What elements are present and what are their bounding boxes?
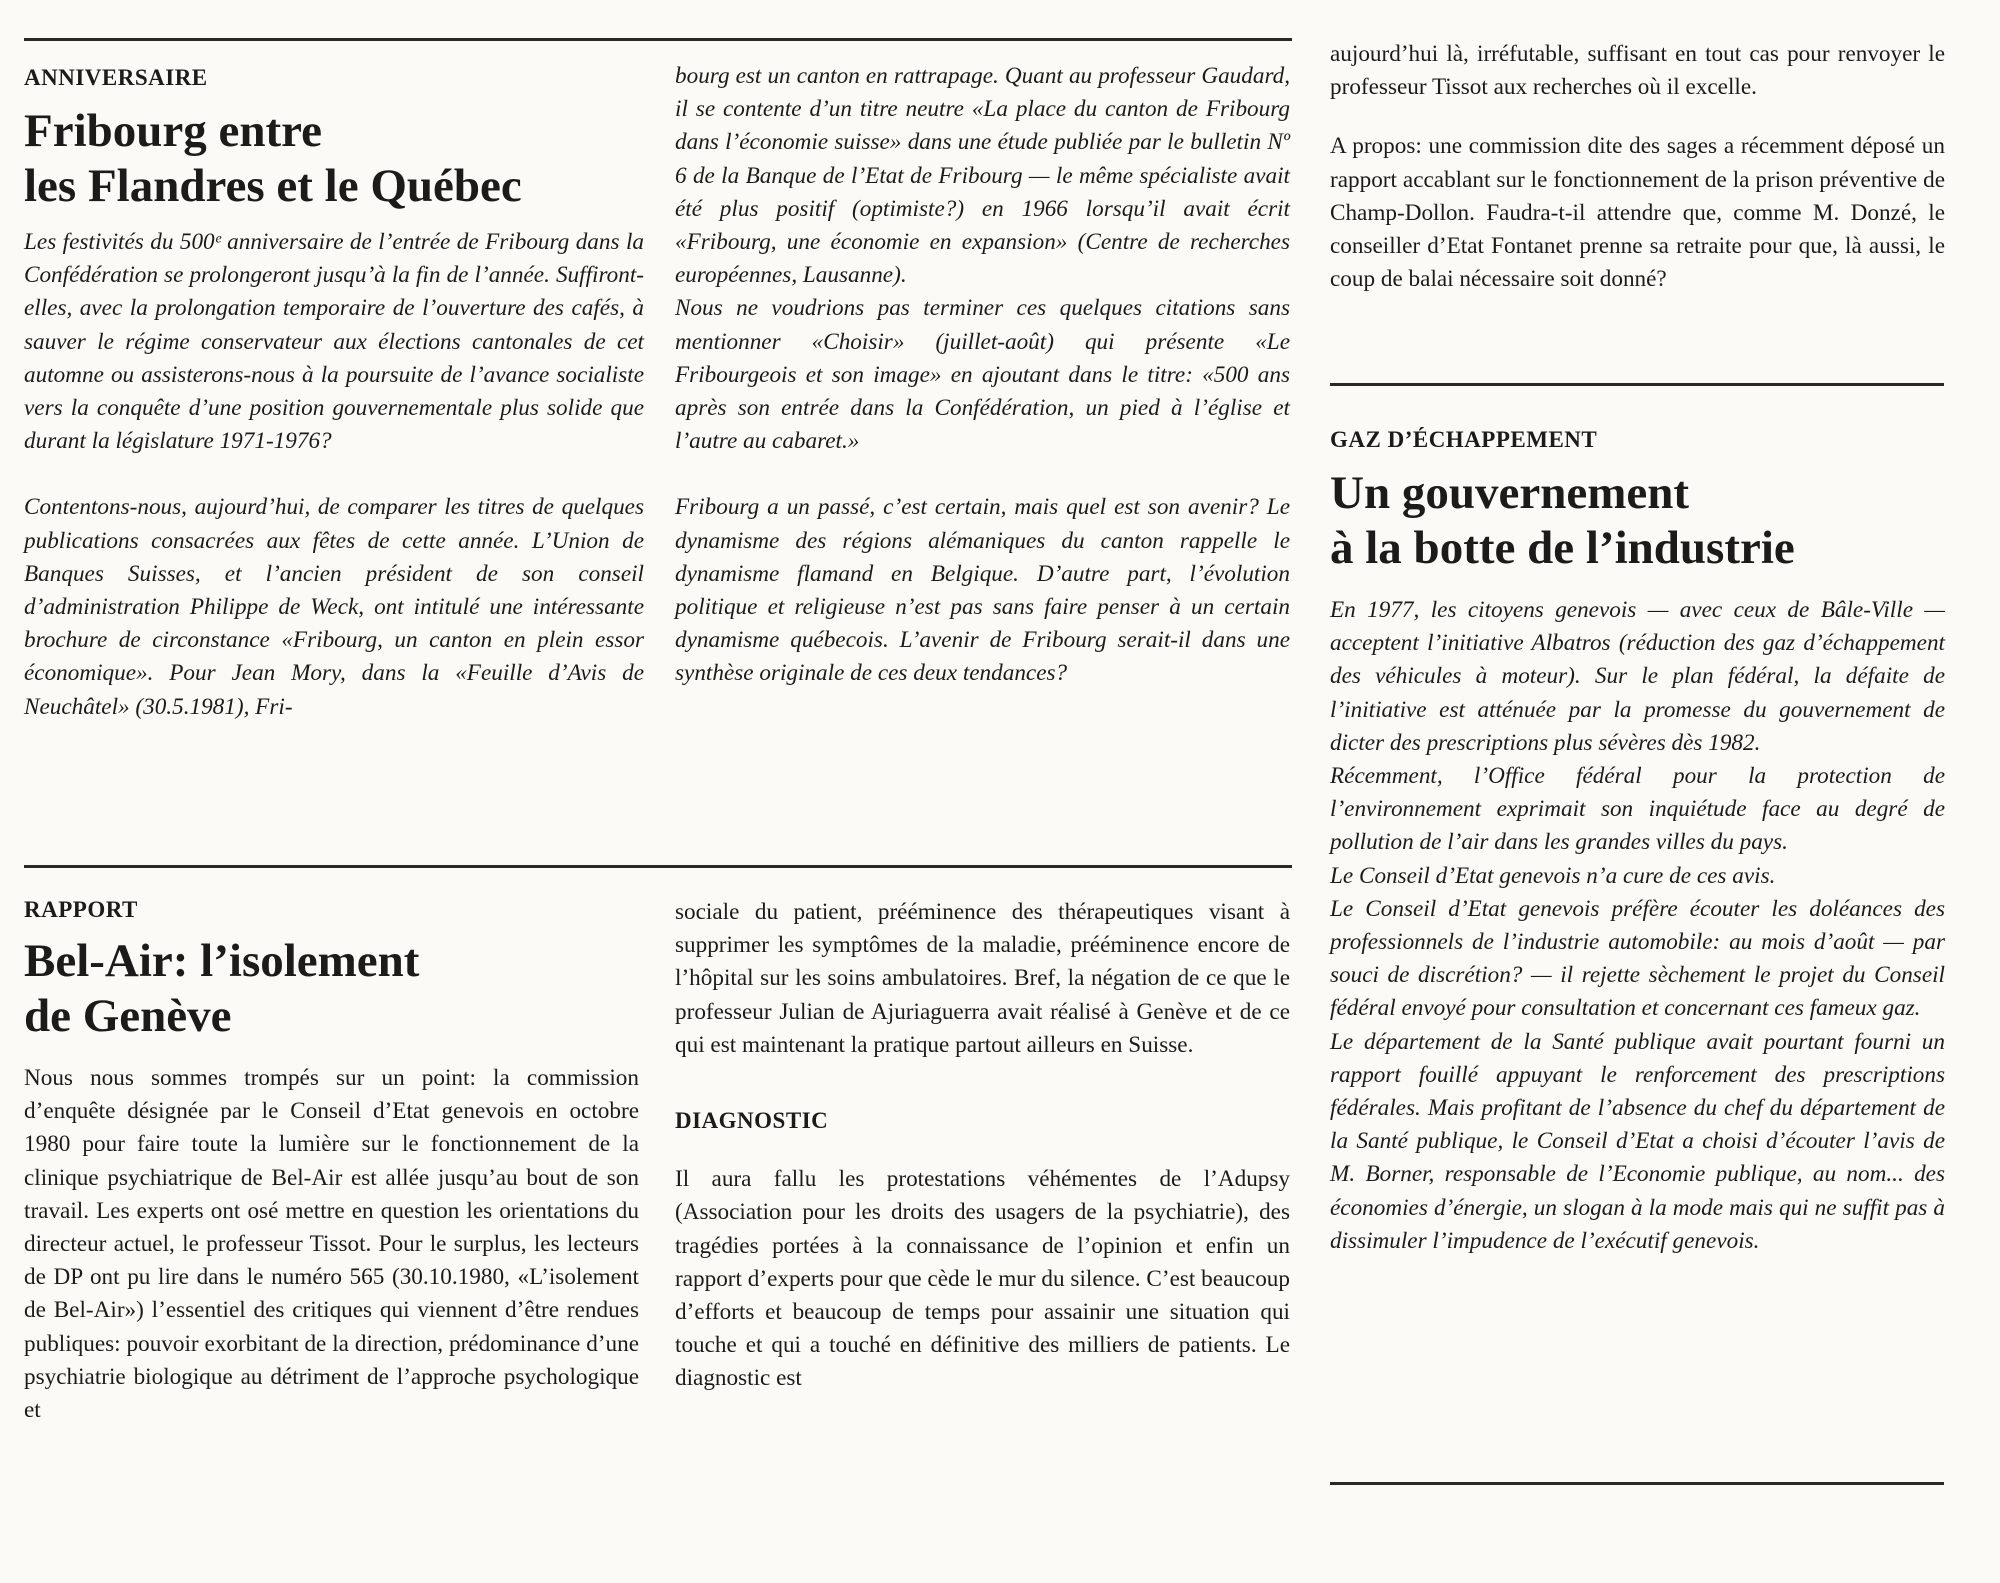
belair-column-1: [24, 1062, 639, 1427]
headline-gaz: [1330, 466, 1970, 576]
kicker-gaz: GAZ D’ÉCHAPPEMENT: [1330, 427, 1598, 452]
paragraph: En 1977, les citoyens genevois — avec ceux de Bâle-Ville — acceptent l’initiative Albatros (réduction des gaz d’échappement des véhicules à moteur). Sur le plan fédéral, la défaite de l’initiative est atténuée par la promesse du gouvernement de dicter des prescriptions plus sévères dès 1982.: [1330, 597, 1945, 756]
paragraph-gap: [24, 458, 644, 491]
headline-line-1: Fribourg entre: [24, 105, 323, 157]
fribourg-column-1: [24, 226, 644, 724]
headline-belair: [24, 934, 664, 1044]
paragraph: Le Conseil d’Etat genevois n’a cure de ces avis.: [1330, 862, 1776, 889]
headline-line-2: les Flandres et le Québec: [24, 160, 522, 212]
fribourg-column-2: [675, 60, 1290, 691]
paragraph: Il aura fallu les protestations véhémentes de l’Adupsy (Association pour les droits des usagers de la psychiatrie), des tragédies portées à la connaissance de l’opinion et enfin un rapport d’experts pour que cède le mur du silence. C’est beaucoup d’efforts et beaucoup de temps pour assainir une situation qui touche et qui a touché en définitive des milliers de patients. Le diagnostic est: [675, 1166, 1290, 1392]
headline-line-2: de Genève: [24, 990, 232, 1042]
paragraph: A propos: une commission dite des sages a récemment déposé un rapport accablant sur le fonctionnement de la prison préventive de Champ-Dollon. Faudra-t-il attendre que, comme M. Donzé, le conseiller d’Etat Fontanet prenne sa retraite pour que, là aussi, le coup de balai nécessaire soit donné?: [1330, 133, 1945, 293]
rule-right-after-belair: [1330, 383, 1944, 386]
paragraph: Les festivités du 500ᵉ anniversaire de l’entrée de Fribourg dans la Confédération se prolongeront jusqu’à la fin de l’année. Suffiront-elles, avec la prolongation temporaire de l’ouverture des cafés, à sauver le régime conservateur aux élections cantonales de cet automne ou assisterons-nous à la poursuite de l’avance socialiste vers la conquête d’une position gouvernementale plus solide que durant la législature 1971-1976?: [24, 229, 644, 455]
paragraph: bourg est un canton en rattrapage. Quant au professeur Gaudard, il se contente d’un titre neutre «La place du canton de Fribourg dans l’économie suisse» dans une étude publiée par le bulletin Nº 6 de la Banque de l’Etat de Fribourg — le même spécialiste avait été plus positif (optimiste?) en 1966 lorsqu’il avait écrit «Fribourg, une économie en expansion» (Centre de recherches européennes, Lausanne).: [675, 63, 1290, 289]
paragraph-gap: [675, 458, 1290, 491]
headline-line-1: Un gouvernement: [1330, 467, 1689, 519]
paragraph: Contentons-nous, aujourd’hui, de comparer les titres de quelques publications consacrées aux fêtes de cette année. L’Union de Banques Suisses, et l’ancien président de son conseil d’administration Philippe de Weck, ont intitulé une intéressante brochure de circonstance «Fribourg, un canton en plein essor économique». Pour Jean Mory, dans la «Feuille d’Avis de Neuchâtel» (30.5.1981), Fri-: [24, 494, 644, 720]
subhead-diagnostic: DIAGNOSTIC: [675, 1108, 829, 1134]
paragraph: Récemment, l’Office fédéral pour la protection de l’environnement exprimait son inquiétude face au degré de pollution de l’air dans les grandes villes du pays.: [1330, 763, 1945, 856]
belair-column-3: [1330, 38, 1945, 296]
kicker-anniversaire: ANNIVERSAIRE: [24, 65, 208, 90]
gaz-column: [1330, 594, 1945, 1258]
paragraph-gap: [1330, 104, 1945, 130]
belair-column-2: [675, 896, 1290, 1396]
paragraph: Le département de la Santé publique avait pourtant fourni un rapport fouillé appuyant le renforcement des prescriptions fédérales. Mais profitant de l’absence du chef du département de la Santé publique, le Conseil d’Etat a choisi d’écouter l’avis de M. Borner, responsable de l’Economie publique, au nom... des économies d’énergie, un slogan à la mode mais qui ne suffit pas à dissimuler l’impudence de l’exécutif genevois.: [1330, 1028, 1945, 1254]
headline-line-1: Bel-Air: l’isolement: [24, 935, 420, 987]
paragraph: Le Conseil d’Etat genevois préfère écouter les doléances des professionnels de l’industrie automobile: au mois d’août — par souci de discrétion? — il rejette sèchement le projet du Conseil fédéral envoyé pour consultation et concernant ces fameux gaz.: [1330, 895, 1945, 1022]
top-rule-left: [24, 38, 1292, 41]
paragraph: Nous nous sommes trompés sur un point: la commission d’enquête désignée par le Conseil d’Etat genevois en octobre 1980 pour faire toute la lumière sur le fonctionnement de la clinique psychiatrique de Bel-Air est allée jusqu’au bout de son travail. Les experts ont osé mettre en question les orientations du directeur actuel, le professeur Tissot. Pour le surplus, les lecteurs de DP ont pu lire dans le numéro 565 (30.10.1980, «L’isolement de Bel-Air») l’essentiel des critiques qui viennent d’être rendues publiques: pouvoir exorbitant de la direction, prédominance d’une psychiatrie biologique au détriment de l’approche psychologique et: [24, 1065, 639, 1424]
headline-fribourg: [24, 104, 664, 214]
rule-right-bottom: [1330, 1482, 1944, 1485]
kicker-rapport: RAPPORT: [24, 897, 138, 922]
headline-line-2: à la botte de l’industrie: [1330, 522, 1795, 574]
paragraph: aujourd’hui là, irréfutable, suffisant en tout cas pour renvoyer le professeur Tissot aux recherches où il excelle.: [1330, 41, 1945, 101]
paragraph: Nous ne voudrions pas terminer ces quelques citations sans mentionner «Choisir» (juillet-août) qui présente «Le Fribourgeois et son image» en ajoutant dans le titre: «500 ans après son entrée dans la Confédération, un pied à l’église et l’autre au cabaret.»: [675, 295, 1290, 455]
mid-rule-left: [24, 865, 1292, 868]
paragraph: Fribourg a un passé, c’est certain, mais quel est son avenir? Le dynamisme des régions alémaniques du canton rappelle le dynamisme flamand en Belgique. D’autre part, l’évolution politique et religieuse n’est pas sans faire penser à un certain dynamisme québecois. L’avenir de Fribourg serait-il dans une synthèse originale de ces deux tendances?: [675, 494, 1290, 687]
paragraph: sociale du patient, prééminence des thérapeutiques visant à supprimer les symptômes de la maladie, prééminence encore de l’hôpital sur les soins ambulatoires. Bref, la négation de ce que le professeur Julian de Ajuriaguerra avait réalisé à Genève et de ce qui est maintenant la pratique partout ailleurs en Suisse.: [675, 899, 1290, 1058]
